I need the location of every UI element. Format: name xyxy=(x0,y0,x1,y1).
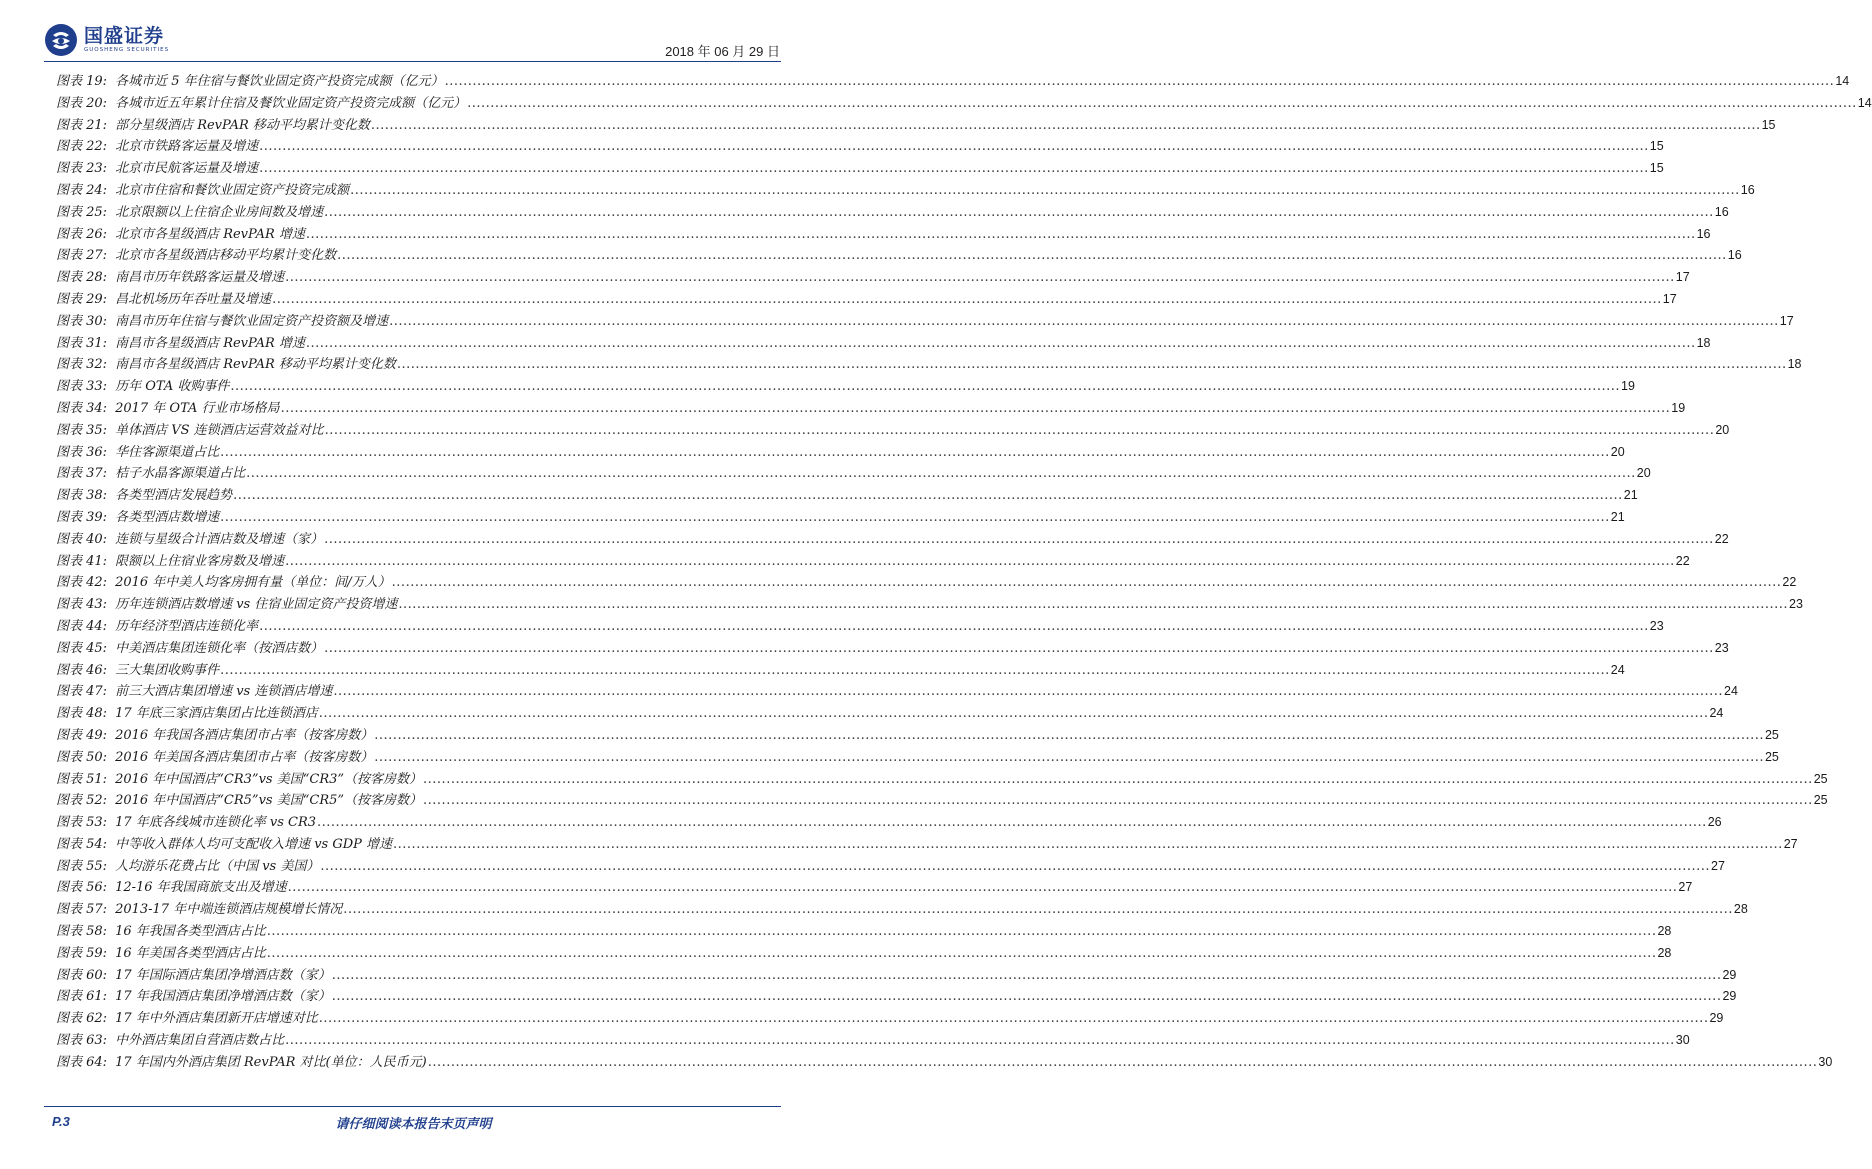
toc-entry-page: 19 xyxy=(1671,400,1686,415)
footer-divider xyxy=(44,1106,781,1107)
toc-entry[interactable] xyxy=(56,529,1729,551)
toc-entry-title: 16 年美国各类型酒店占比 xyxy=(115,945,266,961)
toc-entry-page: 18 xyxy=(1696,335,1711,350)
toc-entry-label: 图表 42: xyxy=(56,575,108,591)
toc-entry[interactable] xyxy=(56,986,1737,1008)
toc-dot-leader: ............................................................................................................................................................................................................................................................................................................ xyxy=(324,640,1714,656)
toc-entry-label: 图表 29: xyxy=(56,291,108,307)
toc-entry-title: 2017 年 OTA 行业市场格局 xyxy=(115,400,280,416)
toc-entry-title: 南昌市历年住宿与餐饮业固定资产投资额及增速 xyxy=(115,313,389,329)
toc-entry[interactable] xyxy=(56,93,1872,115)
toc-entry[interactable] xyxy=(56,921,1672,943)
toc-entry[interactable] xyxy=(56,420,1730,442)
toc-dot-leader: ............................................................................................................................................................................................................................................................................................................ xyxy=(220,444,1610,460)
toc-dot-leader: ............................................................................................................................................................................................................................................................................................................ xyxy=(389,313,1779,329)
toc-entry-page: 29 xyxy=(1722,967,1737,982)
toc-dot-leader: ............................................................................................................................................................................................................................................................................................................ xyxy=(272,291,1662,307)
toc-entry-page: 22 xyxy=(1675,553,1690,568)
toc-dot-leader: ............................................................................................................................................................................................................................................................................................................ xyxy=(280,400,1671,416)
toc-entry-page: 21 xyxy=(1623,488,1638,503)
toc-entry-label: 图表 39: xyxy=(56,509,108,525)
toc-dot-leader: ............................................................................................................................................................................................................................................................................................................ xyxy=(396,357,1787,373)
toc-entry-label: 图表 54: xyxy=(56,836,108,852)
toc-entry-page: 20 xyxy=(1715,422,1730,437)
toc-entry[interactable] xyxy=(56,311,1794,333)
toc-entry-page: 15 xyxy=(1649,161,1664,176)
toc-dot-leader: ............................................................................................................................................................................................................................................................................................................ xyxy=(374,727,1764,743)
toc-entry[interactable] xyxy=(56,703,1724,725)
toc-entry-label: 图表 45: xyxy=(56,640,108,656)
toc-entry-page: 25 xyxy=(1813,793,1828,808)
toc-entry-page: 27 xyxy=(1678,880,1693,895)
toc-dot-leader: ............................................................................................................................................................................................................................................................................................................ xyxy=(246,466,1636,482)
toc-dot-leader: ............................................................................................................................................................................................................................................................................................................ xyxy=(324,531,1714,547)
toc-dot-leader: ............................................................................................................................................................................................................................................................................................................ xyxy=(320,858,1711,874)
toc-entry-title: 2016 年中国酒店“CR5”vs 美国“CR5”（按客房数） xyxy=(115,793,423,809)
toc-entry-title: 2016 年我国各酒店集团市占率（按客房数） xyxy=(115,727,374,743)
toc-entry-page: 27 xyxy=(1783,836,1798,851)
disclaimer-note: 请仔细阅读本报告末页声明 xyxy=(335,1117,492,1132)
toc-dot-leader: ............................................................................................................................................................................................................................................................................................................ xyxy=(259,618,1649,634)
toc-entry-label: 图表 40: xyxy=(56,531,108,547)
toc-entry[interactable] xyxy=(56,551,1690,573)
toc-entry[interactable] xyxy=(56,660,1625,682)
company-name-cn: 国盛证券 xyxy=(84,25,165,47)
toc-entry[interactable] xyxy=(56,245,1742,267)
toc-entry-label: 图表 55: xyxy=(56,858,108,874)
toc-entry-title: 各城市近五年累计住宿及餐饮业固定资产投资完成额（亿元） xyxy=(115,95,467,111)
toc-entry-label: 图表 59: xyxy=(56,945,108,961)
toc-entry-page: 14 xyxy=(1857,95,1872,110)
toc-entry-title: 17 年中外酒店集团新开店增速对比 xyxy=(115,1011,318,1027)
toc-entry[interactable] xyxy=(56,899,1748,921)
toc-entry-title: 2016 年中国酒店“CR3”vs 美国“CR3”（按客房数） xyxy=(115,771,423,787)
toc-entry-page: 23 xyxy=(1714,640,1729,655)
toc-dot-leader: ............................................................................................................................................................................................................................................................................................................ xyxy=(259,139,1649,155)
page-header xyxy=(0,0,827,70)
toc-entry-page: 19 xyxy=(1621,379,1635,394)
toc-entry-label: 图表 36: xyxy=(56,444,108,460)
toc-entry[interactable] xyxy=(56,594,1803,616)
toc-entry-page: 30 xyxy=(1818,1054,1833,1069)
toc-entry-title: 昌北机场历年吞吐量及增速 xyxy=(115,291,272,307)
toc-entry-title: 2013-17 年中端连锁酒店规模增长情况 xyxy=(115,902,343,918)
toc-entry[interactable] xyxy=(56,812,1722,834)
toc-entry-title: 历年连锁酒店数增速 vs 住宿业固定资产投资增速 xyxy=(115,597,398,613)
toc-entry-label: 图表 34: xyxy=(56,400,108,416)
toc-entry-page: 25 xyxy=(1813,771,1828,786)
toc-entry[interactable] xyxy=(56,485,1638,507)
toc-dot-leader: ............................................................................................................................................................................................................................................................................................................ xyxy=(230,379,1621,395)
toc-entry-label: 图表 60: xyxy=(56,967,108,983)
toc-dot-leader: ............................................................................................................................................................................................................................................................................................................ xyxy=(444,74,1835,89)
toc-dot-leader: ............................................................................................................................................................................................................................................................................................................ xyxy=(391,575,1782,591)
toc-entry[interactable] xyxy=(56,333,1711,355)
toc-dot-leader: ............................................................................................................................................................................................................................................................................................................ xyxy=(331,967,1722,983)
toc-entry-title: 历年 OTA 收购事件 xyxy=(115,379,230,395)
toc-entry-page: 16 xyxy=(1740,182,1755,197)
toc-entry-title: 各城市近 5 年住宿与餐饮业固定资产投资完成额（亿元） xyxy=(115,74,444,89)
toc-dot-leader: ............................................................................................................................................................................................................................................................................................................ xyxy=(220,662,1610,678)
toc-dot-leader: ............................................................................................................................................................................................................................................................................................................ xyxy=(318,1011,1709,1027)
toc-entry-page: 29 xyxy=(1722,989,1737,1004)
toc-entry-page: 28 xyxy=(1657,924,1672,939)
toc-entry-page: 26 xyxy=(1707,815,1722,830)
toc-entry[interactable] xyxy=(56,507,1625,529)
page-number: P.3 xyxy=(52,1114,70,1129)
toc-entry[interactable] xyxy=(56,965,1737,987)
toc-entry-label: 图表 48: xyxy=(56,706,108,722)
toc-entry-page: 17 xyxy=(1662,291,1677,306)
toc-entry-label: 图表 52: xyxy=(56,793,108,809)
toc-entry-title: 2016 年美国各酒店集团市占率（按客房数） xyxy=(115,749,374,765)
toc-entry[interactable] xyxy=(56,856,1725,878)
toc-entry-title: 17 年底各线城市连锁化率 vs CR3 xyxy=(115,815,317,831)
toc-entry-label: 图表 44: xyxy=(56,618,108,634)
toc-entry-page: 14 xyxy=(1835,74,1850,88)
toc-entry-label: 图表 25: xyxy=(56,204,108,220)
toc-dot-leader: ............................................................................................................................................................................................................................................................................................................ xyxy=(305,226,1696,242)
toc-entry-page: 20 xyxy=(1610,444,1625,459)
toc-entry-title: 中美酒店集团连锁化率（按酒店数） xyxy=(115,640,324,656)
toc-entry[interactable] xyxy=(56,616,1664,638)
toc-dot-leader: ............................................................................................................................................................................................................................................................................................................ xyxy=(266,924,1657,940)
toc-entry[interactable] xyxy=(56,115,1776,137)
toc-entry-page: 16 xyxy=(1727,248,1742,263)
toc-entry-page: 20 xyxy=(1636,466,1651,481)
toc-entry[interactable] xyxy=(56,158,1664,180)
toc-dot-leader: ............................................................................................................................................................................................................................................................................................................ xyxy=(467,95,1857,111)
toc-entry-title: 各类型酒店发展趋势 xyxy=(115,488,233,504)
toc-entry-label: 图表 64: xyxy=(56,1054,108,1070)
toc-entry-page: 28 xyxy=(1657,945,1672,960)
toc-entry-label: 图表 50: xyxy=(56,749,108,765)
toc-entry-page: 29 xyxy=(1709,1011,1724,1026)
toc-entry-label: 图表 22: xyxy=(56,139,108,155)
toc-entry[interactable] xyxy=(56,180,1755,202)
toc-entry-page: 24 xyxy=(1724,684,1738,699)
toc-entry-title: 单体酒店 VS 连锁酒店运营效益对比 xyxy=(115,422,324,438)
toc-entry-title: 17 年国际酒店集团净增酒店数（家） xyxy=(115,967,331,983)
toc-entry-title: 桔子水晶客源渠道占比 xyxy=(115,466,246,482)
toc-dot-leader: ............................................................................................................................................................................................................................................................................................................ xyxy=(393,836,1783,852)
toc-entry-title: 17 年底三家酒店集团占比连锁酒店 xyxy=(115,706,318,722)
toc-entry[interactable] xyxy=(56,442,1625,464)
toc-entry[interactable] xyxy=(56,136,1664,158)
toc-entry[interactable] xyxy=(56,71,1850,93)
toc-entry-label: 图表 27: xyxy=(56,248,108,264)
toc-entry-page: 22 xyxy=(1782,575,1797,590)
toc-dot-leader: ............................................................................................................................................................................................................................................................................................................ xyxy=(285,270,1675,286)
toc-entry-label: 图表 56: xyxy=(56,880,108,896)
toc-entry-label: 图表 61: xyxy=(56,989,108,1005)
toc-entry[interactable] xyxy=(56,398,1686,420)
toc-entry[interactable] xyxy=(56,1008,1724,1030)
toc-entry-label: 图表 58: xyxy=(56,924,108,940)
toc-entry-title: 南昌市各星级酒店 RevPAR 移动平均累计变化数 xyxy=(115,357,396,373)
toc-entry-page: 22 xyxy=(1714,531,1729,546)
toc-entry-title: 历年经济型酒店连锁化率 xyxy=(115,618,259,634)
toc-entry-page: 25 xyxy=(1764,727,1779,742)
toc-entry-label: 图表 51: xyxy=(56,771,108,787)
toc-entry-page: 23 xyxy=(1789,597,1803,612)
toc-entry[interactable] xyxy=(56,224,1711,246)
toc-entry-page: 17 xyxy=(1675,270,1690,285)
toc-dot-leader: ............................................................................................................................................................................................................................................................................................................ xyxy=(324,204,1714,220)
toc-entry-page: 16 xyxy=(1696,226,1711,241)
toc-entry-title: 限额以上住宿业客房数及增速 xyxy=(115,553,285,569)
toc-entry-page: 28 xyxy=(1733,902,1748,917)
toc-entry-page: 16 xyxy=(1714,204,1729,219)
toc-entry-label: 图表 57: xyxy=(56,902,108,918)
header-divider xyxy=(44,61,781,62)
toc-entry-label: 图表 62: xyxy=(56,1011,108,1027)
toc-entry-label: 图表 28: xyxy=(56,270,108,286)
toc-entry-label: 图表 63: xyxy=(56,1033,108,1049)
toc-dot-leader: ............................................................................................................................................................................................................................................................................................................ xyxy=(324,422,1715,438)
toc-entry[interactable] xyxy=(56,769,1828,791)
toc-dot-leader: ............................................................................................................................................................................................................................................................................................................ xyxy=(350,182,1740,198)
toc-entry-page: 15 xyxy=(1649,139,1664,154)
toc-entry-label: 图表 53: xyxy=(56,815,108,831)
toc-entry-title: 北京市民航客运量及增速 xyxy=(115,161,259,177)
toc-dot-leader: ............................................................................................................................................................................................................................................................................................................ xyxy=(374,749,1764,765)
toc-dot-leader: ............................................................................................................................................................................................................................................................................................................ xyxy=(333,684,1724,700)
toc-entry-page: 18 xyxy=(1787,357,1802,372)
toc-entry[interactable] xyxy=(56,638,1729,660)
toc-entry-title: 华住客源渠道占比 xyxy=(115,444,220,460)
toc-entry[interactable] xyxy=(56,943,1672,965)
toc-entry-label: 图表 21: xyxy=(56,117,108,133)
toc-entry[interactable] xyxy=(56,202,1729,224)
toc-dot-leader: ............................................................................................................................................................................................................................................................................................................ xyxy=(305,335,1696,351)
toc-entry-title: 南昌市历年铁路客运量及增速 xyxy=(115,270,285,286)
toc-entry-label: 图表 41: xyxy=(56,553,108,569)
toc-entry-title: 北京市各星级酒店 RevPAR 增速 xyxy=(115,226,305,242)
company-logo xyxy=(44,22,169,58)
toc-entry[interactable] xyxy=(56,267,1690,289)
toc-entry-title: 中等收入群体人均可支配收入增速 vs GDP 增速 xyxy=(115,836,393,852)
toc-entry-title: 北京市铁路客运量及增速 xyxy=(115,139,259,155)
toc-dot-leader: ............................................................................................................................................................................................................................................................................................................ xyxy=(285,553,1675,569)
toc-entry-label: 图表 47: xyxy=(56,684,108,700)
toc-entry-title: 人均游乐花费占比（中国 vs 美国） xyxy=(115,858,320,874)
toc-entry-title: 北京市各星级酒店移动平均累计变化数 xyxy=(115,248,337,264)
toc-entry-title: 前三大酒店集团增速 vs 连锁酒店增速 xyxy=(115,684,333,700)
toc-dot-leader: ............................................................................................................................................................................................................................................................................................................ xyxy=(317,815,1707,831)
toc-entry-page: 21 xyxy=(1610,509,1625,524)
toc-dot-leader: ............................................................................................................................................................................................................................................................................................................ xyxy=(259,161,1649,177)
toc-dot-leader: ............................................................................................................................................................................................................................................................................................................ xyxy=(285,1033,1675,1049)
toc-entry-label: 图表 26: xyxy=(56,226,108,242)
toc-entry-page: 27 xyxy=(1711,858,1725,873)
toc-entry-page: 17 xyxy=(1779,313,1794,328)
toc-entry-label: 图表 30: xyxy=(56,313,108,329)
company-name-en: GUOSHENG SECURITIES xyxy=(84,47,170,53)
toc-entry-title: 2016 年中美人均客房拥有量（单位：间/万人） xyxy=(115,575,391,591)
toc-entry-label: 图表 46: xyxy=(56,662,108,678)
toc-entry-page: 24 xyxy=(1610,662,1625,677)
report-date: 2018 年 06 月 29 日 xyxy=(665,44,780,59)
toc-entry-label: 图表 24: xyxy=(56,182,108,198)
toc-dot-leader: ............................................................................................................................................................................................................................................................................................................ xyxy=(343,902,1733,918)
toc-dot-leader: ............................................................................................................................................................................................................................................................................................................ xyxy=(266,945,1657,961)
toc-entry-title: 17 年我国酒店集团净增酒店数（家） xyxy=(115,989,331,1005)
toc-entry[interactable] xyxy=(56,1030,1690,1052)
toc-entry-label: 图表 19: xyxy=(56,74,108,89)
toc-entry-label: 图表 43: xyxy=(56,597,108,613)
toc-entry-title: 16 年我国各类型酒店占比 xyxy=(115,924,266,940)
toc-entry-title: 北京市住宿和餐饮业固定资产投资完成额 xyxy=(115,182,350,198)
toc-entry[interactable] xyxy=(56,877,1693,899)
toc-entry-page: 24 xyxy=(1709,706,1724,721)
toc-dot-leader: ............................................................................................................................................................................................................................................................................................................ xyxy=(318,706,1709,722)
toc-entry-label: 图表 38: xyxy=(56,488,108,504)
toc-dot-leader: ............................................................................................................................................................................................................................................................................................................ xyxy=(220,509,1610,525)
toc-entry-label: 图表 35: xyxy=(56,422,108,438)
toc-entry[interactable] xyxy=(56,376,1635,398)
toc-dot-leader: ............................................................................................................................................................................................................................................................................................................ xyxy=(287,880,1678,896)
toc-dot-leader: ............................................................................................................................................................................................................................................................................................................ xyxy=(337,248,1727,264)
figure-index-list xyxy=(56,71,1872,1074)
toc-entry[interactable] xyxy=(56,572,1797,594)
toc-entry-label: 图表 20: xyxy=(56,95,108,111)
toc-entry-page: 25 xyxy=(1764,749,1779,764)
toc-entry-title: 北京限额以上住宿企业房间数及增速 xyxy=(115,204,324,220)
toc-dot-leader: ............................................................................................................................................................................................................................................................................................................ xyxy=(331,989,1722,1005)
toc-entry-page: 23 xyxy=(1649,618,1664,633)
toc-dot-leader: ............................................................................................................................................................................................................................................................................................................ xyxy=(370,117,1761,133)
toc-entry-title: 中外酒店集团自营酒店数占比 xyxy=(115,1033,285,1049)
toc-dot-leader: ............................................................................................................................................................................................................................................................................................................ xyxy=(423,793,1813,809)
toc-entry-label: 图表 31: xyxy=(56,335,108,351)
toc-entry-page: 15 xyxy=(1761,117,1776,132)
toc-entry-label: 图表 32: xyxy=(56,357,108,373)
toc-entry-label: 图表 37: xyxy=(56,466,108,482)
toc-entry-title: 部分星级酒店 RevPAR 移动平均累计变化数 xyxy=(115,117,370,133)
toc-entry-title: 17 年国内外酒店集团 RevPAR 对比(单位：人民币元) xyxy=(115,1054,427,1070)
toc-entry-label: 图表 33: xyxy=(56,379,108,395)
toc-entry-title: 南昌市各星级酒店 RevPAR 增速 xyxy=(115,335,305,351)
toc-entry-label: 图表 49: xyxy=(56,727,108,743)
toc-entry[interactable] xyxy=(56,681,1738,703)
toc-dot-leader: ............................................................................................................................................................................................................................................................................................................ xyxy=(427,1054,1818,1070)
toc-entry[interactable] xyxy=(56,790,1828,812)
toc-entry[interactable] xyxy=(56,1052,1833,1074)
toc-entry-title: 连锁与星级合计酒店数及增速（家） xyxy=(115,531,324,547)
toc-entry-page: 30 xyxy=(1675,1033,1690,1048)
toc-entry[interactable] xyxy=(56,354,1802,376)
toc-dot-leader: ............................................................................................................................................................................................................................................................................................................ xyxy=(233,488,1623,504)
toc-entry-title: 三大集团收购事件 xyxy=(115,662,220,678)
toc-entry[interactable] xyxy=(56,725,1779,747)
toc-entry-label: 图表 23: xyxy=(56,161,108,177)
toc-entry-title: 12-16 年我国商旅支出及增速 xyxy=(115,880,287,896)
toc-entry[interactable] xyxy=(56,834,1798,856)
toc-entry-title: 各类型酒店数增速 xyxy=(115,509,220,525)
toc-entry[interactable] xyxy=(56,463,1651,485)
guosheng-logo-icon xyxy=(44,23,78,57)
toc-dot-leader: ............................................................................................................................................................................................................................................................................................................ xyxy=(398,597,1789,613)
toc-entry[interactable] xyxy=(56,747,1779,769)
toc-dot-leader: ............................................................................................................................................................................................................................................................................................................ xyxy=(423,771,1813,787)
toc-entry[interactable] xyxy=(56,289,1677,311)
